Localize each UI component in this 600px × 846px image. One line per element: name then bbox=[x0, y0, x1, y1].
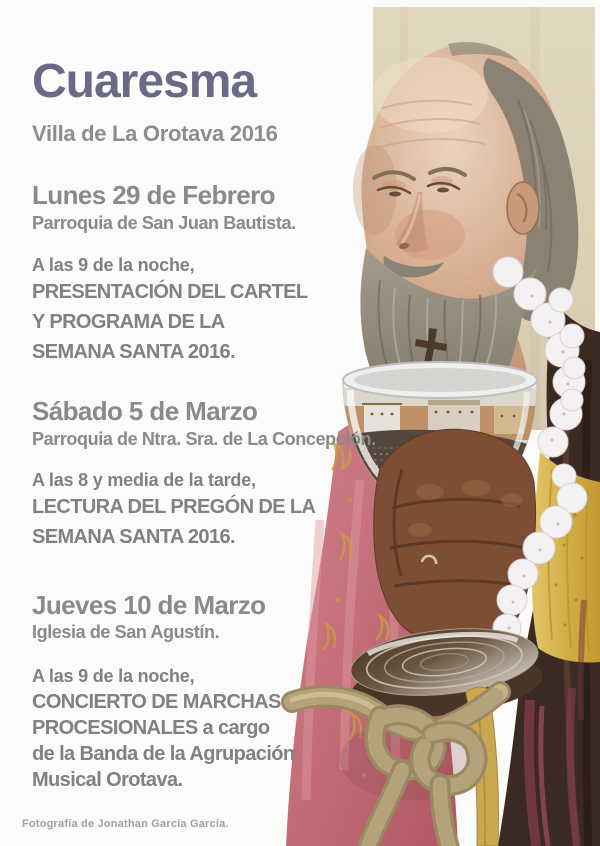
event-1-detail bbox=[32, 277, 307, 367]
event-3-detail-line: de la Banda de la Agrupación bbox=[32, 743, 295, 765]
event-2-detail-line: SEMANA SANTA 2016. bbox=[32, 526, 235, 548]
event-2-detail-line: LECTURA DEL PREGÓN DE LA bbox=[32, 496, 316, 518]
event-1-day: Lunes 29 de Febrero bbox=[32, 180, 275, 210]
event-1-detail-line: Y PROGRAMA DE LA bbox=[32, 311, 225, 333]
photo-credit: Fotografía de Jonathan García García. bbox=[22, 818, 229, 830]
event-3-day: Jueves 10 de Marzo bbox=[32, 590, 266, 620]
event-3-detail-line: Musical Orotava. bbox=[32, 769, 183, 791]
event-2-day: Sábado 5 de Marzo bbox=[32, 396, 258, 426]
event-2-venue: Parroquia de Ntra. Sra. de La Concepción. bbox=[32, 429, 376, 449]
event-3-venue: Iglesia de San Agustín. bbox=[32, 622, 220, 642]
event-3-detail-line: CONCIERTO DE MARCHAS bbox=[32, 691, 281, 713]
event-3-detail bbox=[32, 689, 295, 793]
event-2-detail bbox=[32, 492, 315, 552]
event-1-venue: Parroquia de San Juan Bautista. bbox=[32, 213, 296, 233]
event-2-time: A las 8 y media de la tarde, bbox=[32, 470, 256, 490]
statue-photo bbox=[280, 0, 600, 846]
event-1-detail-line: SEMANA SANTA 2016. bbox=[32, 341, 235, 363]
event-3-detail-line: PROCESIONALES a cargo bbox=[32, 717, 270, 739]
event-1-detail-line: PRESENTACIÓN DEL CARTEL bbox=[32, 281, 308, 303]
statue-ear bbox=[507, 182, 539, 234]
poster-title: Cuaresma bbox=[32, 55, 257, 108]
event-3-time: A las 9 de la noche, bbox=[32, 666, 195, 686]
poster-subtitle: Villa de La Orotava 2016 bbox=[32, 121, 278, 146]
event-1-time: A las 9 de la noche, bbox=[32, 255, 195, 275]
